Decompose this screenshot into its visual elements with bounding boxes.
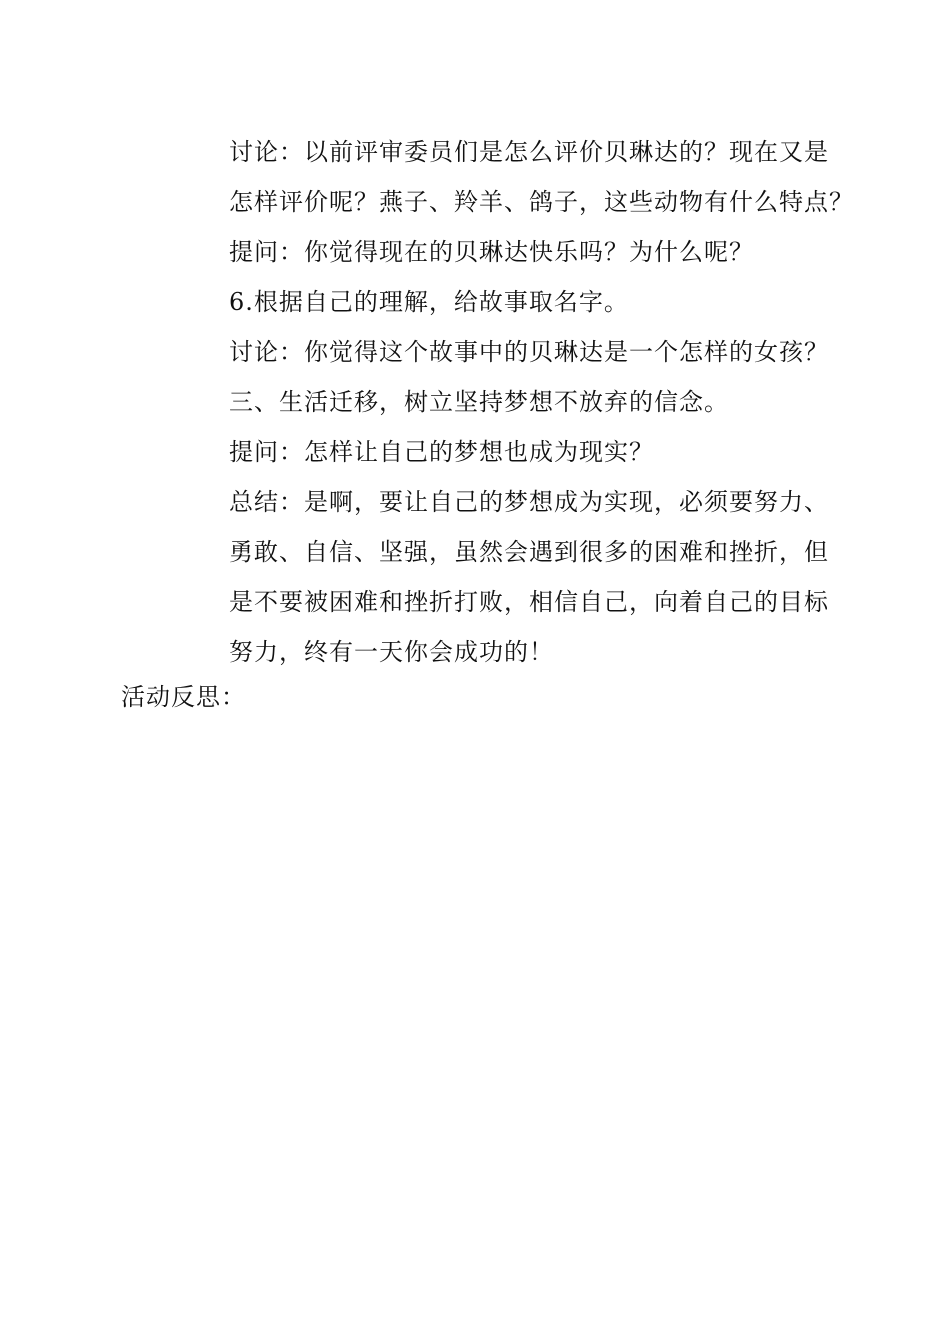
section-3-heading: 三、生活迁移，树立坚持梦想不放弃的信念。 <box>229 388 729 416</box>
summary-line-1: 总结：是啊，要让自己的梦想成为实现，必须要努力、 <box>229 488 829 516</box>
discussion-line-1: 讨论：以前评审委员们是怎么评价贝琳达的？现在又是 <box>229 138 829 166</box>
lesson-text <box>229 127 854 677</box>
question-line-2: 提问：怎样让自己的梦想也成为现实？ <box>229 438 654 466</box>
summary-line-2: 勇敢、自信、坚强，虽然会遇到很多的困难和挫折，但 <box>229 538 829 566</box>
step-6-line: 6.根据自己的理解，给故事取名字。 <box>229 288 629 316</box>
summary-line-4: 努力，终有一天你会成功的！ <box>229 638 554 666</box>
question-line: 提问：你觉得现在的贝琳达快乐吗？为什么呢？ <box>229 238 754 266</box>
discussion-line-2: 怎样评价呢？燕子、羚羊、鸽子，这些动物有什么特点？ <box>229 188 854 216</box>
activity-reflection-label: 活动反思： <box>121 683 246 711</box>
discussion-line-3: 讨论：你觉得这个故事中的贝琳达是一个怎样的女孩？ <box>229 338 829 366</box>
summary-line-3: 是不要被困难和挫折打败，相信自己，向着自己的目标 <box>229 588 829 616</box>
